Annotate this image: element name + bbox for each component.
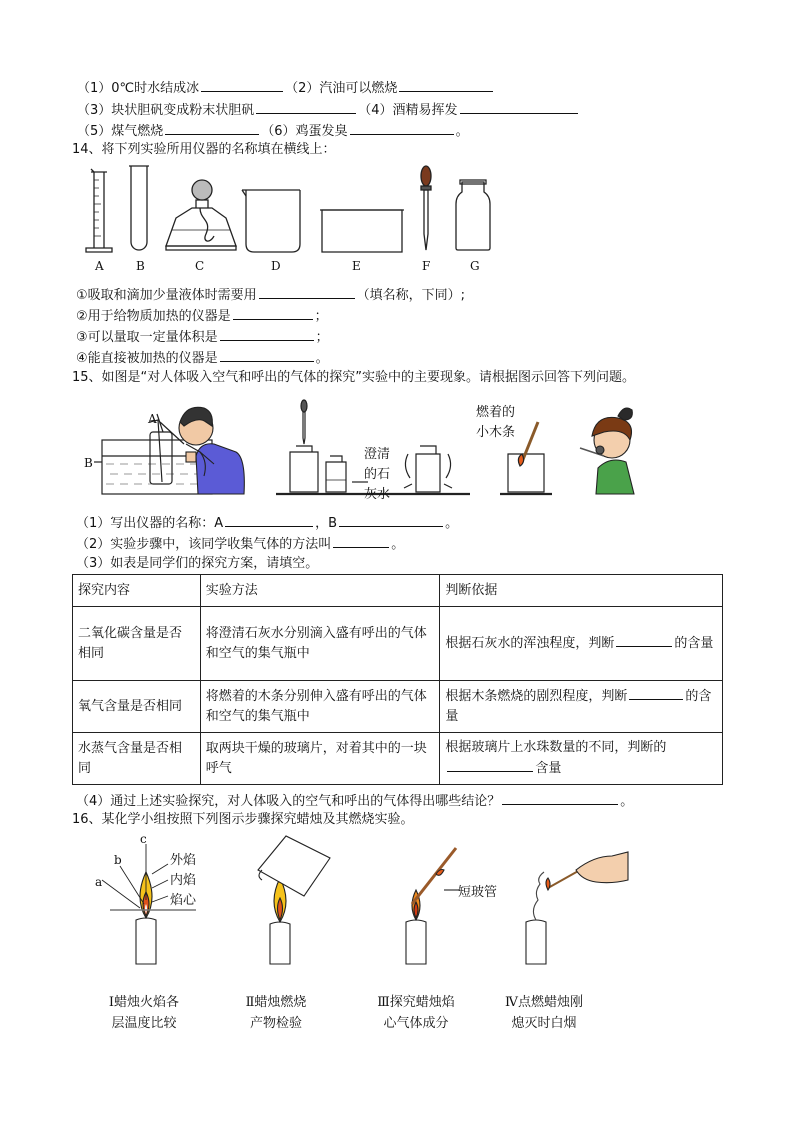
breath-experiment-figure — [0, 392, 793, 502]
alcohol-lamp-icon — [166, 200, 236, 250]
q13-item-2: （2）汽油可以燃烧 — [285, 81, 398, 96]
q15-part-4-text: （4）通过上述实验探究，对人体吸入的空气和呼出的气体得出哪些结论？ — [76, 794, 501, 809]
table-cell — [440, 607, 723, 681]
cell-text: 的含量 — [445, 689, 712, 724]
lamp-cap-icon — [192, 180, 212, 200]
lab-instruments-figure — [0, 160, 793, 290]
instrument-label-d: D — [271, 259, 281, 273]
instrument-label-f: F — [422, 259, 431, 273]
q13-item-3: （3）块状胆矾变成粉末状胆矾 — [77, 103, 255, 118]
table-row — [73, 681, 723, 733]
answer-blank[interactable] — [201, 78, 283, 92]
q14-sub-4 — [76, 348, 329, 368]
answer-blank[interactable] — [333, 534, 389, 548]
table-header-row — [73, 575, 723, 607]
table-cell: 氧气含量是否相同 — [73, 681, 201, 733]
short-tube-label: 短玻管 — [458, 885, 498, 900]
period: 。 — [455, 124, 469, 139]
caption-iii — [354, 992, 478, 1034]
answer-blank[interactable] — [225, 513, 313, 527]
q15-title: 15、如图是“对人体吸入空气和呼出的气体的探究”实验中的主要现象。请根据图示回答下列问题。 — [72, 370, 636, 385]
period: 。 — [620, 794, 634, 809]
q14-title: 14、将下列实验所用仪器的名称填在横线上： — [72, 142, 336, 157]
graduated-cylinder-icon — [86, 169, 112, 252]
cell-text: 的含量 — [674, 636, 714, 651]
answer-blank[interactable] — [399, 78, 493, 92]
q13-item-5: （5）煤气燃烧 — [77, 124, 164, 139]
table-cell — [440, 733, 723, 785]
answer-blank[interactable] — [629, 686, 683, 700]
answer-blank[interactable] — [350, 121, 454, 135]
caption-line: Ⅳ点燃蜡烛刚 — [505, 995, 583, 1010]
table-row — [73, 733, 723, 785]
q14-sub-2-text: ②用于给物质加热的仪器是 — [76, 309, 231, 324]
inner-flame-label: 内焰 — [170, 873, 197, 888]
q14-sub-1-note: （填名称，下同）; — [356, 288, 466, 303]
answer-blank[interactable] — [220, 327, 314, 341]
caption-line: 心气体成分 — [383, 1016, 449, 1031]
answer-blank[interactable] — [165, 121, 259, 135]
caption-line: Ⅰ蜡烛火焰各 — [108, 995, 180, 1010]
semicolon: ； — [314, 309, 328, 324]
caption-line: Ⅲ探究蜡烛焰 — [377, 995, 455, 1010]
instrument-label-b: B — [136, 259, 145, 273]
answer-blank[interactable] — [220, 348, 314, 362]
table-row — [73, 607, 723, 681]
caption-ii — [220, 992, 332, 1034]
q14-sub-2 — [76, 306, 328, 326]
q14-sub-4-text: ④能直接被加热的仪器是 — [76, 351, 218, 366]
candle-smoke-icon — [526, 852, 628, 964]
flame-core-label: 焰心 — [170, 893, 197, 908]
caption-line: 产物检验 — [249, 1016, 302, 1031]
flame-label-a: a — [95, 875, 103, 889]
limewater-label-3: 灰水 — [364, 487, 391, 502]
candle-beaker-icon — [258, 836, 330, 964]
q14-sub-1 — [76, 285, 465, 305]
answer-blank[interactable] — [460, 100, 578, 114]
flame-label-c: c — [140, 832, 147, 846]
answer-blank[interactable] — [339, 513, 443, 527]
period: 。 — [445, 516, 459, 531]
answer-blank[interactable] — [256, 100, 356, 114]
cell-text: 根据木条燃烧的剧烈程度，判断 — [445, 689, 628, 704]
instrument-label-c: C — [195, 259, 205, 273]
semicolon: ； — [315, 330, 329, 345]
experiment-plan-table — [72, 574, 723, 785]
q13-item-1: （1）0℃时水结成冰 — [77, 81, 200, 96]
caption-i — [88, 992, 200, 1034]
q15-part-2-text: （2）实验步骤中，该同学收集气体的方法叫 — [76, 537, 332, 552]
answer-blank[interactable] — [233, 306, 313, 320]
answer-blank[interactable] — [502, 791, 618, 805]
q15-part-1-b: ，B — [315, 516, 338, 531]
q15-part-2 — [76, 534, 404, 554]
table-header: 判断依据 — [440, 575, 723, 607]
q13-line-3 — [77, 121, 469, 141]
limewater-label-2: 的石 — [364, 467, 391, 482]
candle-tube-icon — [406, 848, 460, 964]
period: 。 — [391, 537, 405, 552]
burning-stick-label-2: 小木条 — [476, 425, 516, 440]
test-tube-icon — [129, 166, 149, 250]
table-header: 探究内容 — [73, 575, 201, 607]
beaker-icon — [242, 190, 300, 252]
candle-experiment-figure — [0, 830, 793, 970]
q16-title: 16、某化学小组按照下列图示步骤探究蜡烛及其燃烧实验。 — [72, 812, 414, 827]
q15-part-3: （3）如表是同学们的探究方案，请填空。 — [76, 556, 319, 571]
reagent-bottle-icon — [456, 180, 490, 250]
q13-item-6: （6）鸡蛋发臭 — [261, 124, 348, 139]
table-cell: 二氧化碳含量是否相同 — [73, 607, 201, 681]
flame-label-b: b — [114, 853, 122, 867]
table-cell — [440, 681, 723, 733]
table-cell: 将燃着的木条分别伸入盛有呼出的气体和空气的集气瓶中 — [200, 681, 440, 733]
table-header: 实验方法 — [200, 575, 440, 607]
label-a: A — [148, 412, 157, 426]
table-cell: 取两块干燥的玻璃片，对着其中的一块呼气 — [200, 733, 440, 785]
girl-breathing-icon — [580, 408, 634, 494]
table-cell: 水蒸气含量是否相同 — [73, 733, 201, 785]
label-b: B — [84, 456, 93, 470]
dropper-bulb-icon — [421, 166, 431, 186]
q14-sub-3 — [76, 327, 329, 347]
period: 。 — [315, 351, 329, 366]
q13-line-2 — [77, 100, 580, 120]
caption-line: Ⅱ蜡烛燃烧 — [245, 995, 307, 1010]
q15-part-1 — [76, 513, 458, 533]
q14-sub-3-text: ③可以量取一定量体积是 — [76, 330, 218, 345]
outer-flame-label: 外焰 — [170, 853, 197, 868]
burning-stick-label-1: 燃着的 — [476, 405, 516, 420]
limewater-label-1: 澄清 — [364, 447, 391, 462]
instrument-label-e: E — [352, 259, 361, 273]
q13-item-4: （4）酒精易挥发 — [358, 103, 458, 118]
dropper-icon — [424, 190, 428, 250]
answer-blank[interactable] — [447, 758, 533, 772]
water-trough-icon — [320, 210, 404, 252]
caption-iv — [482, 992, 606, 1034]
instrument-label-g: G — [470, 259, 480, 273]
q15-part-1-text: （1）写出仪器的名称：A — [76, 516, 224, 531]
q14-sub-1-text: ①吸取和滴加少量液体时需要用 — [76, 288, 257, 303]
q15-part-4 — [76, 791, 633, 811]
caption-line: 层温度比较 — [111, 1016, 177, 1031]
cell-text: 根据玻璃片上水珠数量的不同，判断的 — [445, 740, 667, 755]
q13-line-1 — [77, 78, 495, 98]
cell-text: 根据石灰水的浑浊程度，判断 — [445, 636, 615, 651]
caption-line: 熄灭时白烟 — [511, 1016, 577, 1031]
answer-blank[interactable] — [259, 285, 355, 299]
instrument-label-a: A — [95, 259, 104, 273]
answer-blank[interactable] — [616, 633, 672, 647]
cell-text: 含量 — [535, 761, 562, 776]
table-cell: 将澄清石灰水分别滴入盛有呼出的气体和空气的集气瓶中 — [200, 607, 440, 681]
